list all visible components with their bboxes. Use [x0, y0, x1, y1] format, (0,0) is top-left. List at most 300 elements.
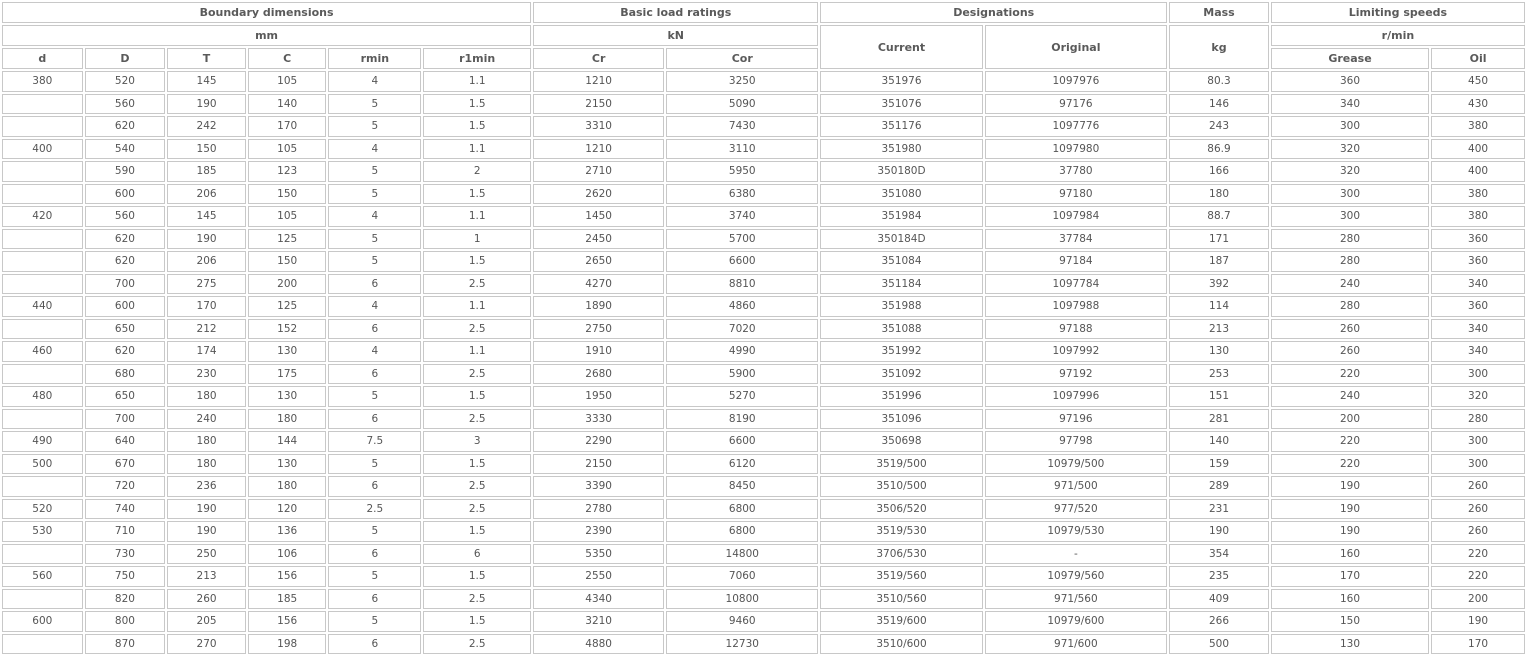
cell-grease: 260 [1271, 319, 1429, 340]
cell-c: 170 [248, 116, 327, 137]
cell-t: 275 [167, 274, 246, 295]
cell-outer-d: 730 [85, 544, 166, 565]
cell-cor: 4990 [666, 341, 818, 362]
cell-original: - [985, 544, 1167, 565]
table-row [2, 431, 1525, 452]
cell-c: 125 [248, 229, 327, 250]
cell-mass: 130 [1169, 341, 1269, 362]
cell-oil: 430 [1431, 94, 1525, 115]
cell-mass: 354 [1169, 544, 1269, 565]
cell-original: 10979/560 [985, 566, 1167, 587]
cell-mass: 289 [1169, 476, 1269, 497]
cell-outer-d: 620 [85, 116, 166, 137]
cell-mass: 86.9 [1169, 139, 1269, 160]
table-row [2, 206, 1525, 227]
cell-grease: 300 [1271, 206, 1429, 227]
cell-grease: 280 [1271, 251, 1429, 272]
basic-load-ratings-header: Basic load ratings [533, 2, 818, 23]
cell-cor: 5270 [666, 386, 818, 407]
cell-cr: 2390 [533, 521, 664, 542]
cell-current: 3506/520 [820, 499, 982, 520]
cell-current: 351996 [820, 386, 982, 407]
cell-oil: 200 [1431, 589, 1525, 610]
cell-cr: 3390 [533, 476, 664, 497]
cell-c: 156 [248, 611, 327, 632]
cell-t: 180 [167, 431, 246, 452]
cell-original: 1097992 [985, 341, 1167, 362]
cell-r1min: 1.5 [423, 454, 531, 475]
cell-current: 351980 [820, 139, 982, 160]
cell-oil: 320 [1431, 386, 1525, 407]
table-row [2, 364, 1525, 385]
cell-current: 351084 [820, 251, 982, 272]
cell-rmin: 4 [328, 341, 421, 362]
cell-r1min: 1.1 [423, 206, 531, 227]
cell-d [2, 184, 83, 205]
cell-oil: 300 [1431, 454, 1525, 475]
table-row [2, 499, 1525, 520]
original-designation-header: Original [985, 25, 1167, 69]
cell-grease: 160 [1271, 589, 1429, 610]
cell-rmin: 6 [328, 364, 421, 385]
cell-t: 205 [167, 611, 246, 632]
cell-cr: 4270 [533, 274, 664, 295]
cell-cor: 6800 [666, 521, 818, 542]
cell-t: 236 [167, 476, 246, 497]
cell-cor: 3250 [666, 71, 818, 92]
limiting-speeds-header: Limiting speeds [1271, 2, 1525, 23]
cell-grease: 260 [1271, 341, 1429, 362]
cell-cor: 5950 [666, 161, 818, 182]
cell-current: 3510/560 [820, 589, 982, 610]
cell-rmin: 6 [328, 589, 421, 610]
table-row [2, 454, 1525, 475]
table-row [2, 566, 1525, 587]
cell-cr: 4880 [533, 634, 664, 655]
cell-t: 190 [167, 499, 246, 520]
table-row [2, 341, 1525, 362]
cell-mass: 171 [1169, 229, 1269, 250]
column-header-row [2, 48, 1525, 69]
cell-oil: 450 [1431, 71, 1525, 92]
cell-c: 130 [248, 341, 327, 362]
cell-original: 1097996 [985, 386, 1167, 407]
cell-outer-d: 720 [85, 476, 166, 497]
cell-current: 351092 [820, 364, 982, 385]
cell-oil: 260 [1431, 476, 1525, 497]
cell-mass: 281 [1169, 409, 1269, 430]
cell-d [2, 161, 83, 182]
cell-c: 140 [248, 94, 327, 115]
cell-oil: 220 [1431, 544, 1525, 565]
cell-mass: 140 [1169, 431, 1269, 452]
cell-mass: 266 [1169, 611, 1269, 632]
cell-cor: 5900 [666, 364, 818, 385]
cell-cr: 2450 [533, 229, 664, 250]
cell-grease: 320 [1271, 139, 1429, 160]
cell-mass: 409 [1169, 589, 1269, 610]
mass-header: Mass [1169, 2, 1269, 23]
cell-oil: 340 [1431, 341, 1525, 362]
cell-d [2, 544, 83, 565]
cell-current: 351088 [820, 319, 982, 340]
cell-rmin: 5 [328, 94, 421, 115]
cell-cor: 6120 [666, 454, 818, 475]
cell-original: 971/560 [985, 589, 1167, 610]
cell-original: 10979/500 [985, 454, 1167, 475]
cell-rmin: 5 [328, 251, 421, 272]
cell-rmin: 6 [328, 274, 421, 295]
cell-original: 37780 [985, 161, 1167, 182]
cell-original: 37784 [985, 229, 1167, 250]
cell-mass: 180 [1169, 184, 1269, 205]
cell-grease: 220 [1271, 364, 1429, 385]
cell-d [2, 251, 83, 272]
cell-d: 560 [2, 566, 83, 587]
current-designation-header: Current [820, 25, 982, 69]
cell-c: 130 [248, 454, 327, 475]
cell-c: 200 [248, 274, 327, 295]
cell-r1min: 6 [423, 544, 531, 565]
cell-cr: 2150 [533, 454, 664, 475]
cell-oil: 340 [1431, 319, 1525, 340]
cell-oil: 170 [1431, 634, 1525, 655]
cell-d [2, 116, 83, 137]
cell-original: 977/520 [985, 499, 1167, 520]
cell-original: 1097784 [985, 274, 1167, 295]
cell-outer-d: 640 [85, 431, 166, 452]
cell-grease: 160 [1271, 544, 1429, 565]
cell-cor: 4860 [666, 296, 818, 317]
cell-mass: 190 [1169, 521, 1269, 542]
cell-current: 351096 [820, 409, 982, 430]
cell-current: 351988 [820, 296, 982, 317]
cell-grease: 190 [1271, 499, 1429, 520]
cell-d: 380 [2, 71, 83, 92]
designations-header: Designations [820, 2, 1167, 23]
cell-c: 106 [248, 544, 327, 565]
cell-grease: 240 [1271, 386, 1429, 407]
cell-current: 351992 [820, 341, 982, 362]
cell-t: 213 [167, 566, 246, 587]
cell-t: 260 [167, 589, 246, 610]
cell-cor: 8450 [666, 476, 818, 497]
cell-t: 206 [167, 251, 246, 272]
cell-oil: 340 [1431, 274, 1525, 295]
table-row [2, 229, 1525, 250]
cell-oil: 360 [1431, 251, 1525, 272]
cell-t: 150 [167, 139, 246, 160]
cell-cr: 2290 [533, 431, 664, 452]
cell-current: 3519/530 [820, 521, 982, 542]
cell-t: 145 [167, 71, 246, 92]
col-oil-header: Oil [1431, 48, 1525, 69]
cell-outer-d: 620 [85, 229, 166, 250]
cell-cor: 3740 [666, 206, 818, 227]
cell-cr: 5350 [533, 544, 664, 565]
cell-r1min: 1.5 [423, 566, 531, 587]
cell-oil: 400 [1431, 139, 1525, 160]
cell-r1min: 2.5 [423, 409, 531, 430]
cell-outer-d: 750 [85, 566, 166, 587]
table-row [2, 71, 1525, 92]
cell-cor: 5090 [666, 94, 818, 115]
cell-oil: 380 [1431, 206, 1525, 227]
cell-rmin: 6 [328, 319, 421, 340]
cell-cor: 7020 [666, 319, 818, 340]
cell-mass: 243 [1169, 116, 1269, 137]
cell-c: 198 [248, 634, 327, 655]
boundary-dimensions-header: Boundary dimensions [2, 2, 531, 23]
cell-c: 105 [248, 71, 327, 92]
unit-mm: mm [2, 25, 531, 46]
cell-grease: 240 [1271, 274, 1429, 295]
cell-d [2, 364, 83, 385]
cell-c: 180 [248, 409, 327, 430]
cell-cr: 2150 [533, 94, 664, 115]
cell-cor: 7060 [666, 566, 818, 587]
cell-cr: 1210 [533, 71, 664, 92]
cell-r1min: 3 [423, 431, 531, 452]
cell-current: 351984 [820, 206, 982, 227]
cell-mass: 392 [1169, 274, 1269, 295]
table-row [2, 94, 1525, 115]
cell-d: 400 [2, 139, 83, 160]
cell-cr: 2750 [533, 319, 664, 340]
cell-mass: 187 [1169, 251, 1269, 272]
cell-r1min: 1.5 [423, 521, 531, 542]
cell-grease: 300 [1271, 116, 1429, 137]
cell-oil: 300 [1431, 431, 1525, 452]
cell-current: 350180D [820, 161, 982, 182]
cell-cr: 1890 [533, 296, 664, 317]
unit-kg: kg [1169, 25, 1269, 69]
cell-cor: 8190 [666, 409, 818, 430]
table-row [2, 611, 1525, 632]
cell-r1min: 2.5 [423, 319, 531, 340]
cell-oil: 220 [1431, 566, 1525, 587]
cell-outer-d: 540 [85, 139, 166, 160]
cell-rmin: 5 [328, 229, 421, 250]
col-r1min-header: r1min [423, 48, 531, 69]
cell-c: 123 [248, 161, 327, 182]
cell-c: 144 [248, 431, 327, 452]
col-grease-header: Grease [1271, 48, 1429, 69]
cell-outer-d: 700 [85, 409, 166, 430]
cell-r1min: 1.1 [423, 296, 531, 317]
cell-outer-d: 620 [85, 341, 166, 362]
cell-cor: 6800 [666, 499, 818, 520]
cell-rmin: 5 [328, 611, 421, 632]
cell-grease: 280 [1271, 229, 1429, 250]
cell-cr: 1210 [533, 139, 664, 160]
cell-cr: 2710 [533, 161, 664, 182]
cell-t: 190 [167, 94, 246, 115]
cell-outer-d: 740 [85, 499, 166, 520]
cell-d [2, 319, 83, 340]
cell-r1min: 1 [423, 229, 531, 250]
cell-grease: 360 [1271, 71, 1429, 92]
cell-d: 420 [2, 206, 83, 227]
cell-t: 270 [167, 634, 246, 655]
table-row [2, 634, 1525, 655]
cell-oil: 400 [1431, 161, 1525, 182]
cell-outer-d: 650 [85, 319, 166, 340]
cell-mass: 80.3 [1169, 71, 1269, 92]
cell-grease: 340 [1271, 94, 1429, 115]
cell-d [2, 274, 83, 295]
cell-original: 97176 [985, 94, 1167, 115]
cell-d: 490 [2, 431, 83, 452]
cell-t: 145 [167, 206, 246, 227]
cell-mass: 235 [1169, 566, 1269, 587]
cell-r1min: 2 [423, 161, 531, 182]
cell-original: 97180 [985, 184, 1167, 205]
cell-d: 530 [2, 521, 83, 542]
cell-cr: 2780 [533, 499, 664, 520]
cell-cr: 2620 [533, 184, 664, 205]
cell-mass: 253 [1169, 364, 1269, 385]
cell-r1min: 1.5 [423, 386, 531, 407]
group-header-row [2, 2, 1525, 23]
cell-rmin: 6 [328, 544, 421, 565]
cell-current: 351080 [820, 184, 982, 205]
cell-d: 480 [2, 386, 83, 407]
cell-outer-d: 600 [85, 296, 166, 317]
cell-c: 105 [248, 206, 327, 227]
cell-grease: 170 [1271, 566, 1429, 587]
cell-cor: 6380 [666, 184, 818, 205]
cell-original: 97196 [985, 409, 1167, 430]
cell-t: 174 [167, 341, 246, 362]
cell-cor: 9460 [666, 611, 818, 632]
cell-c: 105 [248, 139, 327, 160]
cell-current: 3706/530 [820, 544, 982, 565]
table-row [2, 296, 1525, 317]
cell-d: 460 [2, 341, 83, 362]
cell-original: 1097976 [985, 71, 1167, 92]
cell-cr: 1910 [533, 341, 664, 362]
cell-rmin: 4 [328, 296, 421, 317]
cell-r1min: 1.5 [423, 184, 531, 205]
cell-cr: 4340 [533, 589, 664, 610]
cell-cr: 1450 [533, 206, 664, 227]
cell-grease: 190 [1271, 521, 1429, 542]
cell-rmin: 2.5 [328, 499, 421, 520]
cell-oil: 380 [1431, 184, 1525, 205]
cell-mass: 231 [1169, 499, 1269, 520]
cell-grease: 130 [1271, 634, 1429, 655]
cell-original: 1097984 [985, 206, 1167, 227]
cell-r1min: 2.5 [423, 634, 531, 655]
cell-outer-d: 680 [85, 364, 166, 385]
cell-cor: 5700 [666, 229, 818, 250]
col-outer-d-header: D [85, 48, 166, 69]
cell-r1min: 2.5 [423, 364, 531, 385]
cell-cr: 3310 [533, 116, 664, 137]
cell-grease: 280 [1271, 296, 1429, 317]
cell-c: 175 [248, 364, 327, 385]
cell-t: 190 [167, 521, 246, 542]
cell-cor: 3110 [666, 139, 818, 160]
table-row [2, 319, 1525, 340]
cell-outer-d: 700 [85, 274, 166, 295]
cell-cor: 6600 [666, 251, 818, 272]
table-row [2, 544, 1525, 565]
cell-t: 250 [167, 544, 246, 565]
cell-current: 3510/600 [820, 634, 982, 655]
cell-cor: 12730 [666, 634, 818, 655]
cell-rmin: 5 [328, 386, 421, 407]
cell-grease: 220 [1271, 454, 1429, 475]
cell-d: 440 [2, 296, 83, 317]
cell-r1min: 2.5 [423, 589, 531, 610]
col-rmin-header: rmin [328, 48, 421, 69]
col-c-header: C [248, 48, 327, 69]
cell-original: 10979/600 [985, 611, 1167, 632]
cell-oil: 280 [1431, 409, 1525, 430]
cell-current: 351184 [820, 274, 982, 295]
cell-c: 125 [248, 296, 327, 317]
col-cr-header: Cr [533, 48, 664, 69]
table-body [2, 71, 1525, 654]
cell-rmin: 5 [328, 521, 421, 542]
table-row [2, 274, 1525, 295]
cell-oil: 380 [1431, 116, 1525, 137]
cell-d [2, 94, 83, 115]
cell-cor: 10800 [666, 589, 818, 610]
cell-current: 3519/500 [820, 454, 982, 475]
table-row [2, 161, 1525, 182]
cell-rmin: 5 [328, 184, 421, 205]
cell-c: 150 [248, 251, 327, 272]
table-row [2, 116, 1525, 137]
cell-t: 185 [167, 161, 246, 182]
cell-cr: 1950 [533, 386, 664, 407]
cell-mass: 151 [1169, 386, 1269, 407]
cell-cor: 14800 [666, 544, 818, 565]
cell-original: 10979/530 [985, 521, 1167, 542]
cell-original: 97192 [985, 364, 1167, 385]
cell-d [2, 409, 83, 430]
cell-d: 600 [2, 611, 83, 632]
table-row [2, 139, 1525, 160]
cell-c: 150 [248, 184, 327, 205]
cell-original: 97798 [985, 431, 1167, 452]
table-row [2, 521, 1525, 542]
cell-r1min: 1.5 [423, 116, 531, 137]
cell-rmin: 5 [328, 116, 421, 137]
cell-t: 206 [167, 184, 246, 205]
cell-outer-d: 520 [85, 71, 166, 92]
cell-c: 185 [248, 589, 327, 610]
table-row [2, 184, 1525, 205]
cell-d: 520 [2, 499, 83, 520]
cell-mass: 146 [1169, 94, 1269, 115]
cell-outer-d: 710 [85, 521, 166, 542]
cell-rmin: 5 [328, 454, 421, 475]
col-d-header: d [2, 48, 83, 69]
cell-r1min: 1.1 [423, 71, 531, 92]
col-t-header: T [167, 48, 246, 69]
cell-outer-d: 560 [85, 206, 166, 227]
cell-rmin: 7.5 [328, 431, 421, 452]
cell-t: 240 [167, 409, 246, 430]
cell-grease: 220 [1271, 431, 1429, 452]
col-cor-header: Cor [666, 48, 818, 69]
cell-rmin: 6 [328, 476, 421, 497]
cell-r1min: 1.5 [423, 94, 531, 115]
